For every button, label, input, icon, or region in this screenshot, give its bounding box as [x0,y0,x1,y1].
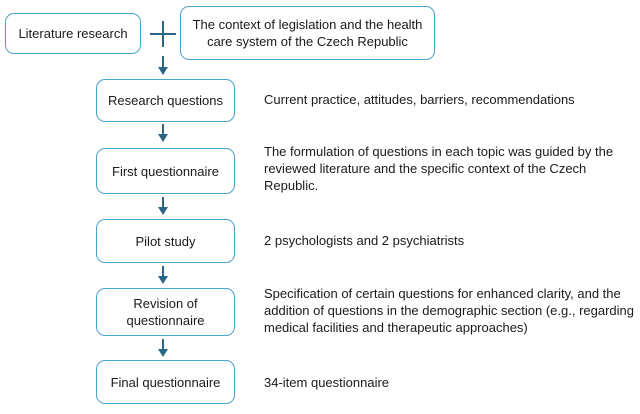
final-questionnaire-label: Final questionnaire [110,374,221,390]
final-questionnaire-box [96,360,235,404]
arrow-down-icon [158,56,168,75]
research-questions-label: Research questions [108,93,223,108]
pilot-study-note: 2 psychologists and 2 psychiatrists [264,233,465,248]
context-box [180,6,435,60]
research-questions-box [96,79,235,122]
final-questionnaire-note: 34-item questionnaire [264,375,390,390]
first-questionnaire-label: First questionnaire [112,163,219,179]
context-label: The context of legislation and the health care system of the Czech Republic [192,17,423,49]
revision-questionnaire-label: Revision of questionnaire [126,296,205,328]
literature-research-label: Literature research [18,26,128,41]
arrow-down-icon [158,266,168,284]
pilot-study-label: Pilot study [135,233,196,249]
arrow-down-icon [158,339,168,357]
first-questionnaire-box [96,148,235,194]
arrow-down-icon [158,124,168,142]
arrow-down-icon [158,197,168,215]
revision-questionnaire-box [96,288,235,336]
pilot-study-box [96,219,235,263]
plus-icon [150,21,176,47]
first-questionnaire-note: The formulation of questions in each topic was guided by the reviewed literature and the specific context of the Czech Republic. [264,144,614,193]
research-questions-note: Current practice, attitudes, barriers, recommendations [264,92,575,107]
literature-research-box [5,13,141,54]
revision-questionnaire-note: Specification of certain questions for enhanced clarity, and the addition of questions in the demographic section (e.g., regarding medical facilities and therapeutic approaches) [264,286,635,335]
